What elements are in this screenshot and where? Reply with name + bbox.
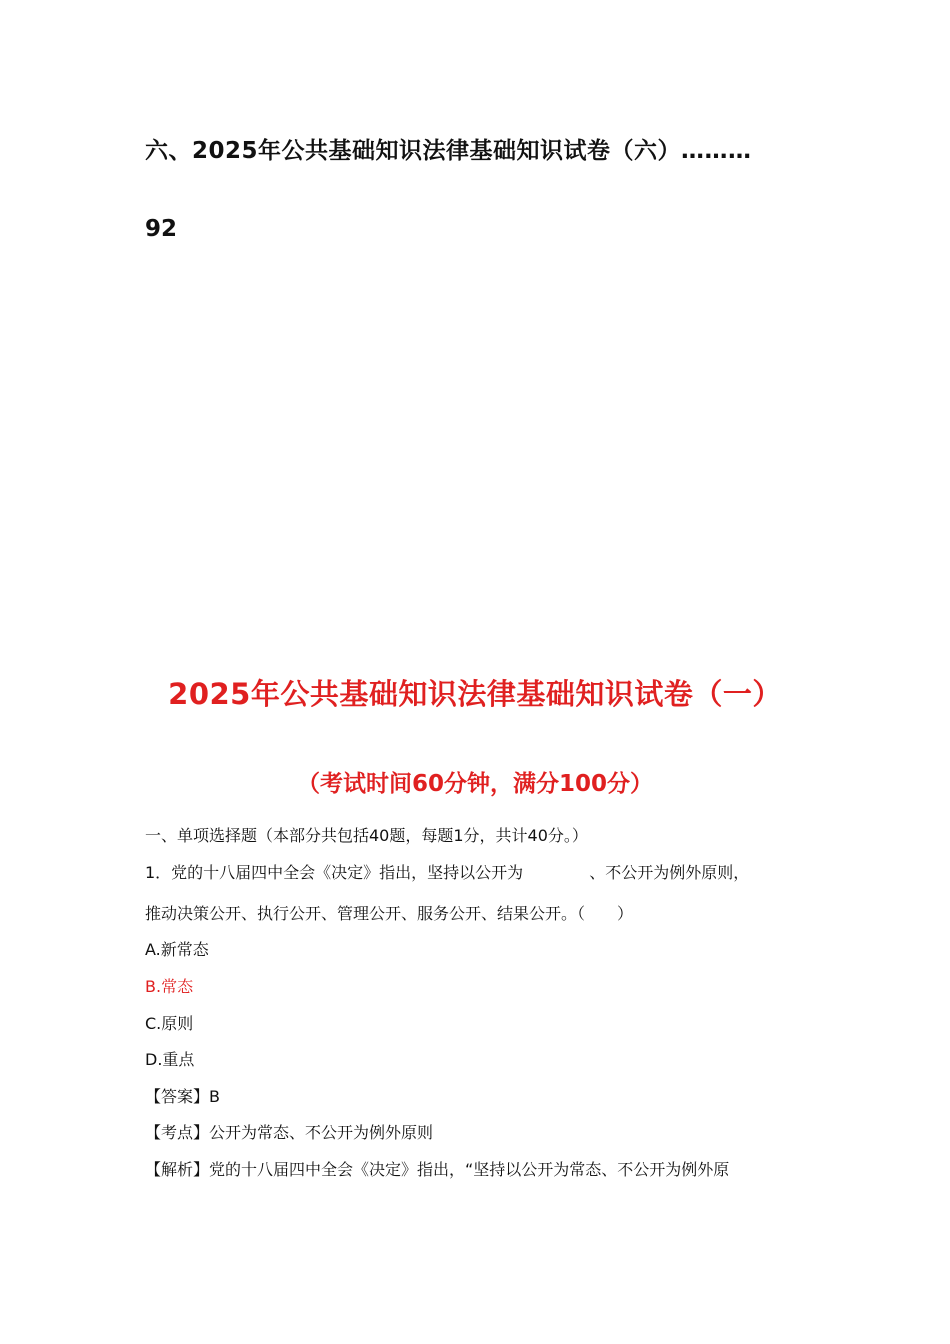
option-a: A.新常态 — [145, 940, 209, 959]
toc-page-number: 92 — [145, 216, 178, 242]
document-subtitle: （考试时间60分钟，满分100分） — [296, 771, 654, 797]
option-b-correct: B.常态 — [145, 977, 194, 996]
question-stem-line1 — [145, 863, 810, 883]
key-point-line: 【考点】公开为常态、不公开为例外原则 — [145, 1123, 434, 1142]
question-stem-part1: 1．党的十八届四中全会《决定》指出，坚持以公开为 — [145, 863, 524, 882]
option-c: C.原则 — [145, 1014, 194, 1033]
question-stem-part2: 、不公开为例外原则， — [589, 863, 750, 882]
document-title: 2025年公共基础知识法律基础知识试卷（一） — [168, 677, 782, 711]
toc-entry[interactable]: 六、2025年公共基础知识法律基础知识试卷（六）……… — [145, 138, 752, 164]
answer-line: 【答案】B — [145, 1087, 220, 1106]
question-stem-line2: 推动决策公开、执行公开、管理公开、服务公开、结果公开。（ ） — [145, 904, 634, 923]
section-heading: 一、单项选择题（本部分共包括40题，每题1分，共计40分。） — [145, 826, 588, 845]
analysis-line: 【解析】党的十八届四中全会《决定》指出，“坚持以公开为常态、不公开为例外原 — [145, 1160, 730, 1179]
option-d: D.重点 — [145, 1050, 195, 1069]
